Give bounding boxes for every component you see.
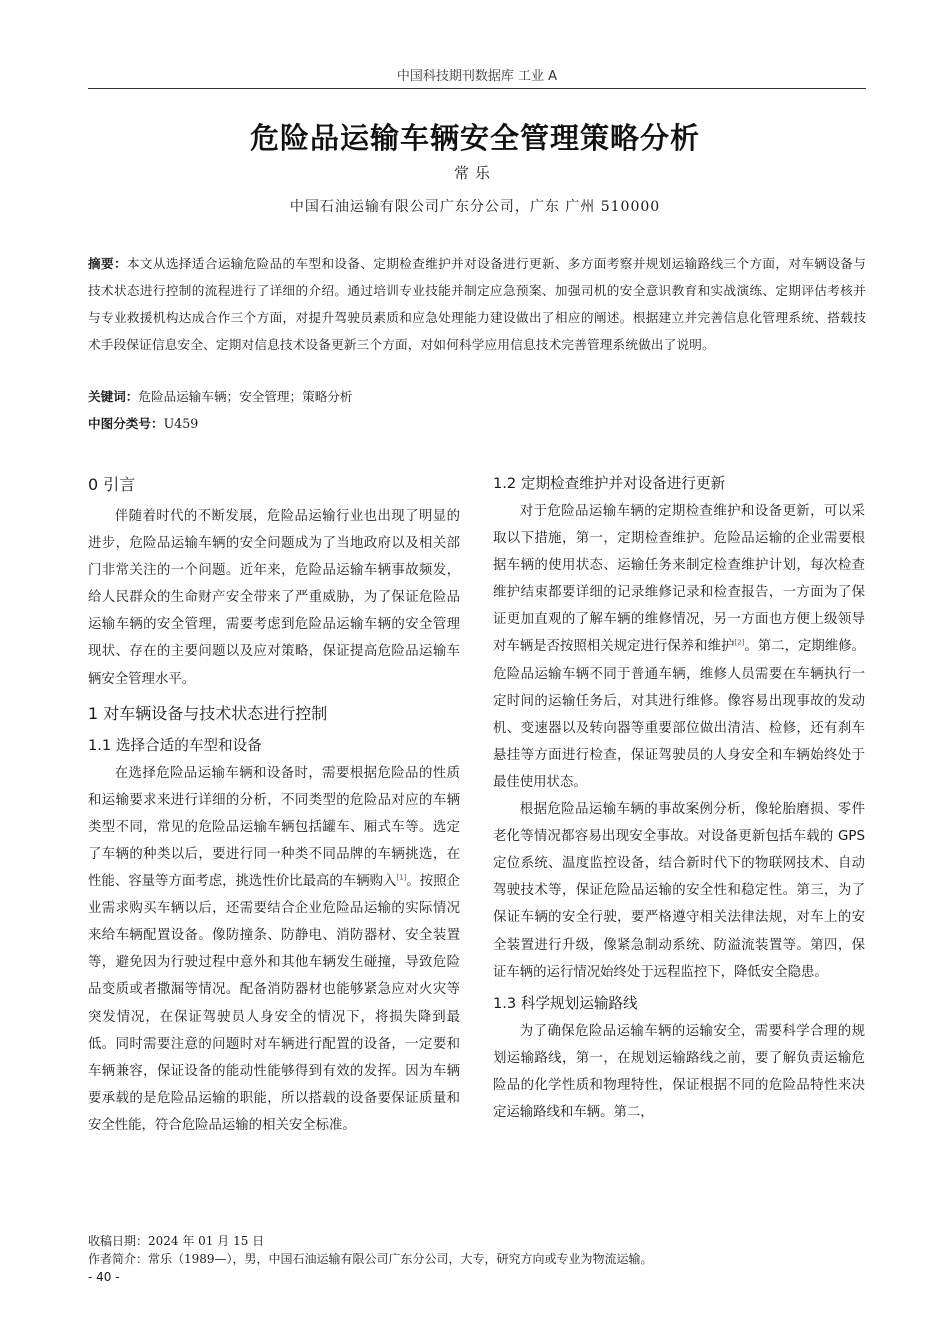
subsection-1-2-paragraph-2: 根据危险品运输车辆的事故案例分析，像轮胎磨损、零件老化等情况都容易出现安全事故。对设备更新包括车载的 GPS 定位系统、温度监控设备，结合新时代下的物联网技术、自动驾驶技术等，保证危险品运输的安全性和稳定性。第三，为了保证车辆的安全行驶，要严格遵守相关法律法规，对车上的安全装置进行升级，像紧急制动系统、防溢流装置等。第四，保证车辆的运行情况始终处于远程监控下，降低安全隐患。 [493,802,865,980]
subsection-1-1-paragraph [88,760,460,1139]
citation-ref[interactable]: [1] [396,873,407,882]
abstract-text: 本文从选择适合运输危险品的车型和设备、定期检查维护并对设备进行更新、多方面考察并规划运输路线三个方面，对车辆设备与技术状态进行控制的流程进行了详细的介绍。通过培训专业技能并制定应急预案、加强司机的安全意识教育和实战演练、定期评估考核并与专业救援机构达成合作三个方面，对提升驾驶员素质和应急处理能力建设做出了相应的阐述。根据建立并完善信息化管理系统、搭载技术手段保证信息安全、定期对信息技术设备更新三个方面，对如何科学应用信息技术完善管理系统做出了说明。 [88,256,866,352]
running-header [88,68,866,89]
page-number: - 40 - [88,1270,120,1284]
classification-number [88,412,866,436]
left-column [88,470,460,1139]
clc-text: U459 [163,416,199,431]
clc-label: 中图分类号： [88,416,164,431]
author-bio: 作者简介：常乐（1989—），男，中国石油运输有限公司广东分公司，大专，研究方向或专业为物流运输。 [88,1252,653,1266]
abstract-label: 摘要： [88,256,127,271]
subsection-1-2-paragraph-1 [493,498,865,796]
section-heading-introduction: 0 引言 [88,475,136,494]
subsection-heading-1-3: 1.3 科学规划运输路线 [493,994,638,1012]
intro-paragraph: 伴随着时代的不断发展，危险品运输行业也出现了明显的进步，危险品运输车辆的安全问题成为了当地政府以及相关部门非常关注的一个问题。近年来，危险品运输车辆事故频发，给人民群众的生命财产安全带来了严重威胁，为了保证危险品运输车辆的安全管理，需要考虑到危险品运输车辆的安全管理现状、存在的主要问题以及应对策略，保证提高危险品运输车辆安全管理水平。 [88,509,460,687]
keywords [88,385,866,409]
author-name: 常乐 [453,164,496,182]
paragraph-text: 对于危险品运输车辆的定期检查维护和设备更新，可以采取以下措施，第一，定期检查维护。危险品运输的企业需要根据车辆的使用状态、运输任务来制定检查维护计划，每次检查维护结束都要详细的记录维修记录和检查报告，一方面为了保证更加直观的了解车辆的维修情况，另一方面也方便上级领导对车辆是否按照相关规定进行保养和维护 [493,504,865,655]
subsection-1-3-paragraph: 为了确保危险品运输车辆的运输安全，需要科学合理的规划运输路线，第一，在规划运输路线之前，要了解负责运输危险品的化学性质和物理特性，保证根据不同的危险品特性来决定运输路线和车辆。第二， [493,1023,865,1120]
keywords-text: 危险品运输车辆；安全管理；策略分析 [138,389,353,404]
subsection-heading-1-2: 1.2 定期检查维护并对设备进行更新 [493,475,726,492]
paragraph-text: 在选择危险品运输车辆和设备时，需要根据危险品的性质和运输要求来进行详细的分析，不同类型的危险品对应的车辆类型不同，常见的危险品运输车辆包括罐车、厢式车等。选定了车辆的种类以后，要进行同一种类不同品牌的车辆挑选，在性能、容量等方面考虑，挑选性价比最高的车辆购入 [88,765,460,890]
paragraph-text: 。第二，定期维修。危险品运输车辆不同于普通车辆，维修人员需要在车辆执行一定时间的运输任务后，对其进行维修。像容易出现事故的发动机、变速器以及转向器等重要部位做出清洁、检修，还有刹车悬挂等方面进行检查，保证驾驶员的人身安全和车辆始终处于最佳使用状态。 [493,639,866,790]
section-heading-1: 1 对车辆设备与技术状态进行控制 [88,703,328,723]
received-date: 收稿日期：2024 年 01 月 15 日 [88,1234,265,1248]
right-column [493,470,865,1126]
abstract [88,250,866,358]
paper-title: 危险品运输车辆安全管理策略分析 [249,121,700,155]
paragraph-text: 。按照企业需求购买车辆以后，还需要结合企业危险品运输的实际情况来给车辆配置设备。像防撞条、防静电、消防器材、安全装置等，避免因为行驶过程中意外和其他车辆发生碰撞，导致危险品变质或者撒漏等情况。配备消防器材也能够紧急应对火灾等突发情况，在保证驾驶员人身安全的情况下，将损失降到最低。同时需要注意的问题时对车辆进行配置的设备，一定要和车辆兼容，保证设备的能动性能够得到有效的发挥。因为车辆要承载的是危险品运输的职能，所以搭载的设备要保证质量和安全性能，符合危险品运输的相关安全标准。 [88,874,461,1133]
subsection-heading-1-1: 1.1 选择合适的车型和设备 [88,736,262,754]
author-affiliation: 中国石油运输有限公司广东分公司，广东 广州 510000 [289,199,661,215]
journal-name: 中国科技期刊数据库 工业 A [396,69,558,84]
citation-ref[interactable]: [2] [734,639,745,647]
keywords-label: 关键词： [88,389,139,404]
footnotes [88,1232,888,1286]
